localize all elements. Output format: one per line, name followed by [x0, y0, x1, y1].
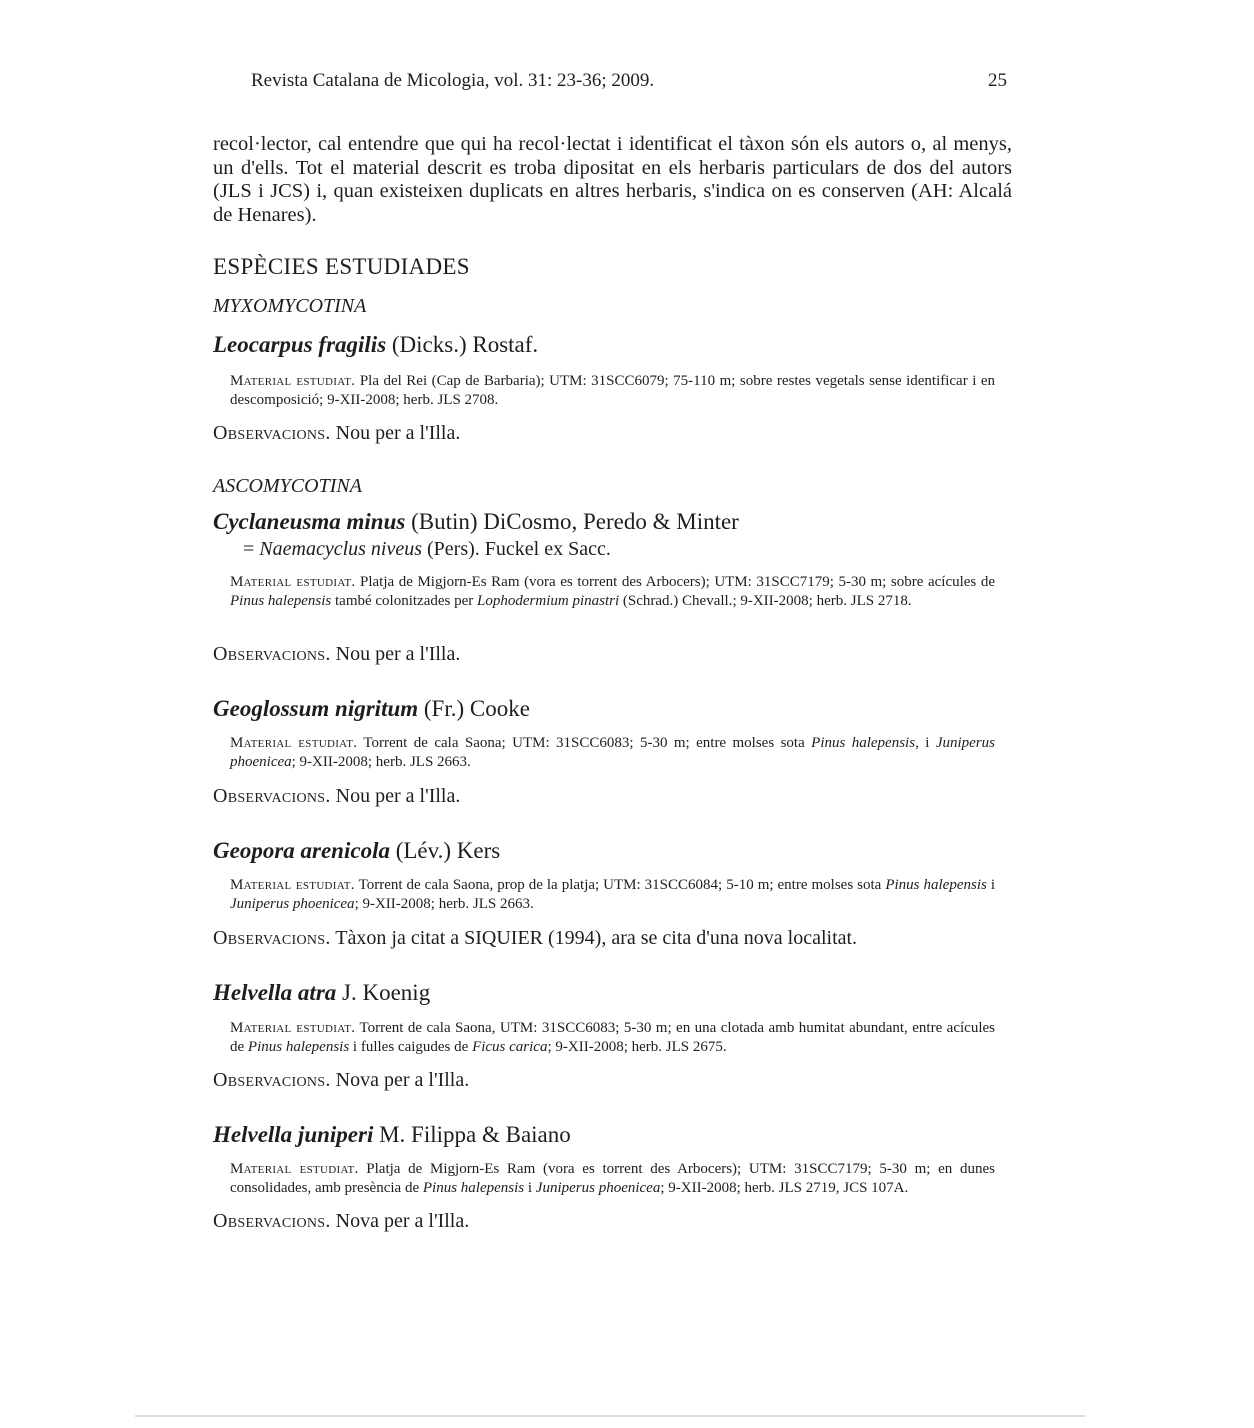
species-authority: M. Filippa & Baiano — [373, 1122, 571, 1147]
material-paragraph — [230, 734, 995, 772]
species-heading — [213, 332, 538, 358]
observations-paragraph — [213, 927, 857, 950]
material-text-run: ; 9-XII-2008; herb. JLS 2675. — [547, 1039, 727, 1055]
species-heading — [213, 509, 739, 535]
observations-text: Nova per a l'Illa. — [330, 1210, 470, 1232]
observations-label: Observacions. — [213, 422, 331, 444]
species-authority: J. Koenig — [336, 980, 431, 1005]
species-heading — [213, 980, 430, 1006]
material-text-run: també colonitzades per — [331, 593, 478, 609]
journal-citation: Revista Catalana de Micologia, vol. 31: 23-36; 2009. — [251, 70, 655, 91]
observations-label: Observacions. — [213, 1069, 331, 1091]
species-name: Cyclaneusma minus — [213, 509, 406, 534]
observations-paragraph — [213, 1210, 469, 1233]
species-authority: (Fr.) Cooke — [418, 696, 530, 721]
observations-paragraph — [213, 785, 460, 808]
material-paragraph — [230, 1160, 995, 1198]
synonym-prefix: = — [243, 538, 260, 560]
material-text-run: i — [986, 877, 995, 893]
species-name: Leocarpus fragilis — [213, 332, 387, 357]
observations-paragraph — [213, 1069, 469, 1092]
material-text-run: Platja de Migjorn-Es Ram (vora es torrent des Arbocers); UTM: 31SCC7179; 5-30 m; en dunes consolidades, amb presència de — [230, 1161, 995, 1196]
species-name: Helvella atra — [213, 980, 337, 1005]
observations-label: Observacions. — [213, 785, 331, 807]
synonym-name: Naemacyclus niveus — [259, 538, 423, 560]
observations-text: Nova per a l'Illa. — [330, 1069, 470, 1091]
taxon-name: Juniperus phoenicea — [535, 1180, 661, 1196]
species-heading — [213, 696, 530, 722]
material-text-run: i fulles caigudes de — [349, 1039, 473, 1055]
material-text-run: Torrent de cala Saona; UTM: 31SCC6083; 5-30 m; entre molses sota — [357, 735, 812, 751]
taxon-name: Juniperus phoenicea — [230, 735, 995, 770]
material-paragraph — [230, 876, 995, 914]
material-text-run: ; 9-XII-2008; herb. JLS 2719, JCS 107A. — [660, 1180, 909, 1196]
material-text-run: Pla del Rei (Cap de Barbaria); UTM: 31SCC6079; 75-110 m; sobre restes vegetals sense identificar i en descomposició; 9-XII-2008; herb. JLS 2708. — [230, 373, 996, 408]
observations-paragraph — [213, 422, 460, 445]
material-text-run: Platja de Migjorn-Es Ram (vora es torrent des Arbocers); UTM: 31SCC7179; 5-30 m; sobre acícules de — [355, 574, 995, 590]
observations-label: Observacions. — [213, 643, 331, 665]
species-name: Geopora arenicola — [213, 838, 390, 863]
observations-paragraph — [213, 643, 460, 666]
section-title: ESPÈCIES ESTUDIADES — [213, 254, 470, 279]
taxon-name: Pinus halepensis — [422, 1180, 525, 1196]
material-paragraph — [230, 573, 995, 611]
material-label: Material estudiat. — [230, 574, 356, 590]
species-authority: (Lév.) Kers — [389, 838, 501, 863]
taxon-name: Juniperus phoenicea — [230, 896, 355, 912]
species-authority: (Dicks.) Rostaf. — [386, 332, 539, 357]
observations-label: Observacions. — [213, 1210, 331, 1232]
species-heading — [213, 1122, 571, 1148]
material-text-run: i — [524, 1180, 536, 1196]
material-text-run: (Schrad.) Chevall.; 9-XII-2008; herb. JLS 2718. — [619, 593, 912, 609]
page-number: 25 — [988, 70, 1007, 91]
material-text-run: , i — [915, 735, 936, 751]
observations-label: Observacions. — [213, 927, 331, 949]
material-text-run: Torrent de cala Saona, prop de la platja; UTM: 31SCC6084; 5-10 m; entre molses sota — [354, 877, 886, 893]
material-text-run: ; 9-XII-2008; herb. JLS 2663. — [354, 896, 534, 912]
species-authority: (Butin) DiCosmo, Peredo & Minter — [405, 509, 739, 534]
material-text-run: ; 9-XII-2008; herb. JLS 2663. — [291, 754, 471, 770]
taxon-name: Pinus halepensis — [247, 1039, 350, 1055]
observations-text: Nou per a l'Illa. — [330, 422, 461, 444]
intro-paragraph: recol·lector, cal entendre que qui ha recol·lectat i identificat el tàxon són els autors o, al menys, un d'ells. Tot el material descrit es troba dipositat en els herbaris particulars de dos del autors (JLS i JCS) i, quan existeixen duplicats en altres herbaris, s'indica on es conserven (AH: Alcalá de Henares). — [213, 133, 1012, 226]
species-name: Geoglossum nigritum — [213, 696, 419, 721]
material-paragraph — [230, 372, 995, 410]
group-heading-ascomycotina: ASCOMYCOTINA — [213, 475, 362, 497]
material-paragraph — [230, 1019, 995, 1057]
material-text-run: Torrent de cala Saona, UTM: 31SCC6083; 5-30 m; en una clotada amb humitat abundant, entre acícules de — [230, 1020, 995, 1055]
material-label: Material estudiat. — [230, 373, 356, 389]
taxon-name: Lophodermium pinastri — [477, 593, 620, 609]
species-name: Helvella juniperi — [213, 1122, 374, 1147]
taxon-name: Pinus halepensis — [230, 593, 332, 609]
material-label: Material estudiat. — [230, 735, 358, 751]
taxon-name: Ficus carica — [472, 1039, 548, 1055]
observations-text: Nou per a l'Illa. — [330, 643, 461, 665]
material-label: Material estudiat. — [230, 1020, 356, 1036]
synonym-authority: (Pers). Fuckel ex Sacc. — [422, 538, 611, 560]
material-label: Material estudiat. — [230, 877, 355, 893]
species-heading — [213, 838, 500, 864]
group-heading-myxomycotina: MYXOMYCOTINA — [213, 295, 367, 317]
taxon-name: Pinus halepensis — [811, 735, 916, 751]
observations-text: Nou per a l'Illa. — [330, 785, 461, 807]
material-label: Material estudiat. — [230, 1161, 359, 1177]
taxon-name: Pinus halepensis — [885, 877, 987, 893]
page-bottom-edge — [135, 1415, 1085, 1417]
observations-text: Tàxon ja citat a SIQUIER (1994), ara se cita d'una nova localitat. — [330, 927, 858, 949]
synonym-line — [243, 538, 611, 561]
